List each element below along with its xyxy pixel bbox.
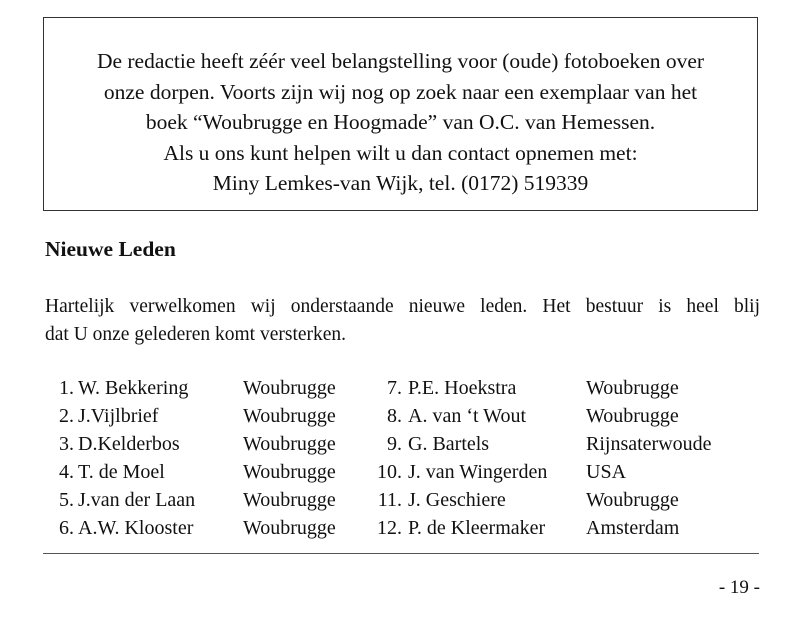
member-place: Woubrugge bbox=[243, 489, 336, 511]
member-name: J.Vijlbrief bbox=[78, 405, 159, 427]
member-place: Woubrugge bbox=[243, 461, 336, 483]
section-title: Nieuwe Leden bbox=[45, 237, 176, 261]
member-number: 2. bbox=[59, 405, 74, 427]
member-number: 5. bbox=[59, 489, 74, 511]
member-row bbox=[0, 402, 800, 430]
notice-contact-line: Miny Lemkes-van Wijk, tel. (0172) 519339 bbox=[212, 171, 589, 195]
member-place: Woubrugge bbox=[243, 405, 336, 427]
member-number: 12. bbox=[377, 517, 402, 539]
member-place: Woubrugge bbox=[586, 377, 679, 399]
member-number: 8. bbox=[387, 405, 402, 427]
notice-box bbox=[43, 17, 758, 211]
member-name: J. Geschiere bbox=[408, 489, 506, 511]
member-name: P.E. Hoekstra bbox=[408, 377, 517, 399]
member-number: 7. bbox=[387, 377, 402, 399]
intro-line: dat U onze gelederen komt versterken. bbox=[45, 324, 347, 345]
intro-paragraph bbox=[45, 293, 760, 349]
intro-line: Hartelijk verwelkomen wij onderstaande nieuwe leden. Het bestuur is heel blij bbox=[45, 296, 760, 317]
member-place: Amsterdam bbox=[586, 517, 680, 539]
member-name: P. de Kleermaker bbox=[408, 517, 546, 539]
page-number: - 19 - bbox=[718, 577, 760, 598]
notice-line: De redactie heeft zéér veel belangstelling voor (oude) fotoboeken over bbox=[96, 49, 705, 73]
notice-line: Als u ons kunt helpen wilt u dan contact opnemen met: bbox=[163, 140, 638, 165]
member-place: Woubrugge bbox=[586, 405, 679, 427]
horizontal-rule bbox=[43, 553, 759, 554]
member-number: 11. bbox=[377, 489, 402, 511]
member-list bbox=[0, 374, 800, 544]
member-row bbox=[0, 374, 800, 402]
member-place: Woubrugge bbox=[243, 517, 336, 539]
notice-line: boek “Woubrugge en Hoogmade” van O.C. van Hemessen. bbox=[145, 110, 656, 134]
member-row bbox=[0, 514, 800, 542]
member-number: 10. bbox=[377, 461, 402, 483]
member-name: A.W. Klooster bbox=[78, 517, 194, 539]
member-place: Woubrugge bbox=[586, 489, 679, 511]
member-place: Rijnsaterwoude bbox=[586, 433, 712, 455]
member-row bbox=[0, 430, 800, 458]
member-name: A. van ‘t Wout bbox=[408, 405, 527, 427]
member-number: 6. bbox=[59, 517, 74, 539]
member-number: 3. bbox=[59, 433, 74, 455]
member-place: Woubrugge bbox=[243, 433, 336, 455]
member-name: D.Kelderbos bbox=[78, 433, 180, 455]
notice-line: onze dorpen. Voorts zijn wij nog op zoek naar een exemplaar van het bbox=[103, 79, 698, 104]
member-row bbox=[0, 458, 800, 486]
member-name: G. Bartels bbox=[408, 433, 490, 455]
member-place: Woubrugge bbox=[243, 377, 336, 399]
member-place: USA bbox=[586, 461, 627, 483]
member-number: 1. bbox=[59, 377, 74, 399]
member-name: J. van Wingerden bbox=[408, 461, 548, 483]
member-name: W. Bekkering bbox=[78, 377, 189, 399]
member-row bbox=[0, 486, 800, 514]
member-number: 4. bbox=[59, 461, 74, 483]
member-name: T. de Moel bbox=[78, 461, 165, 483]
member-number: 9. bbox=[387, 433, 402, 455]
member-name: J.van der Laan bbox=[78, 489, 196, 511]
